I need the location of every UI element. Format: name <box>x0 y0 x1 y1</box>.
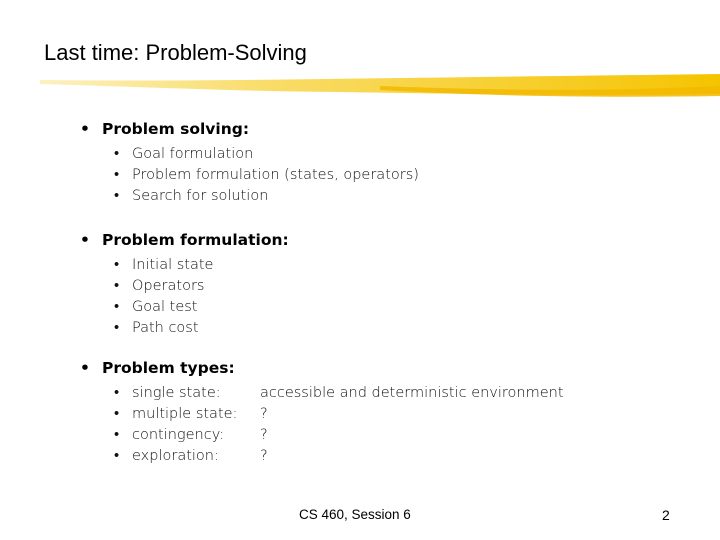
list-item <box>80 276 289 297</box>
list-item <box>80 186 419 207</box>
bullet: • <box>114 278 120 294</box>
list-item <box>80 297 289 318</box>
list-item <box>80 383 564 404</box>
bullet: • <box>114 320 120 336</box>
page-number: 2 <box>662 507 670 523</box>
problem-type-label: multiple state: <box>132 406 238 422</box>
bullet: • <box>80 359 90 377</box>
list-item <box>80 318 289 339</box>
bullet: • <box>114 299 120 315</box>
list-item-text: Path cost <box>132 320 199 336</box>
bullet: • <box>80 120 90 138</box>
list-item <box>80 425 268 446</box>
section-problem-types <box>80 357 564 467</box>
bullet: • <box>114 188 120 204</box>
bullet: • <box>114 385 120 401</box>
section-problem-solving <box>80 118 419 207</box>
section-problem-formulation <box>80 229 289 339</box>
list-item-text: Search for solution <box>132 188 269 204</box>
section-heading <box>80 118 419 140</box>
list-item <box>80 255 289 276</box>
section-heading-text: Problem formulation: <box>102 231 289 249</box>
bullet: • <box>114 146 120 162</box>
slide-title: Last time: Problem-Solving <box>44 40 307 65</box>
list-item-text: Problem formulation (states, operators) <box>132 167 419 183</box>
bullet: • <box>114 406 120 422</box>
list-item <box>80 404 268 425</box>
bullet: • <box>80 231 90 249</box>
problem-type-description: ? <box>260 406 268 422</box>
problem-type-label: exploration: <box>132 448 219 464</box>
bullet: • <box>114 167 120 183</box>
list-item-text: Operators <box>132 278 205 294</box>
problem-type-label: contingency: <box>132 427 225 443</box>
list-item-text: Goal test <box>132 299 198 315</box>
section-heading-text: Problem types: <box>102 359 235 377</box>
problem-type-description: accessible and deterministic environment <box>260 385 564 401</box>
title-highlighter-stroke <box>40 72 720 102</box>
list-item-text: Goal formulation <box>132 146 254 162</box>
list-item <box>80 144 419 165</box>
sub-list <box>80 255 289 339</box>
list-item-text: Initial state <box>132 257 214 273</box>
bullet: • <box>114 448 120 464</box>
problem-type-label: single state: <box>132 385 221 401</box>
list-item <box>80 446 268 467</box>
slide-footer: CS 460, Session 6 <box>299 507 411 522</box>
bullet: • <box>114 427 120 443</box>
bullet: • <box>114 257 120 273</box>
sub-list <box>80 383 564 467</box>
sub-list <box>80 144 419 207</box>
list-item <box>80 165 419 186</box>
section-heading-text: Problem solving: <box>102 120 250 138</box>
problem-type-description: ? <box>260 427 268 443</box>
section-heading <box>80 229 289 251</box>
problem-type-description: ? <box>260 448 268 464</box>
section-heading <box>80 357 237 379</box>
